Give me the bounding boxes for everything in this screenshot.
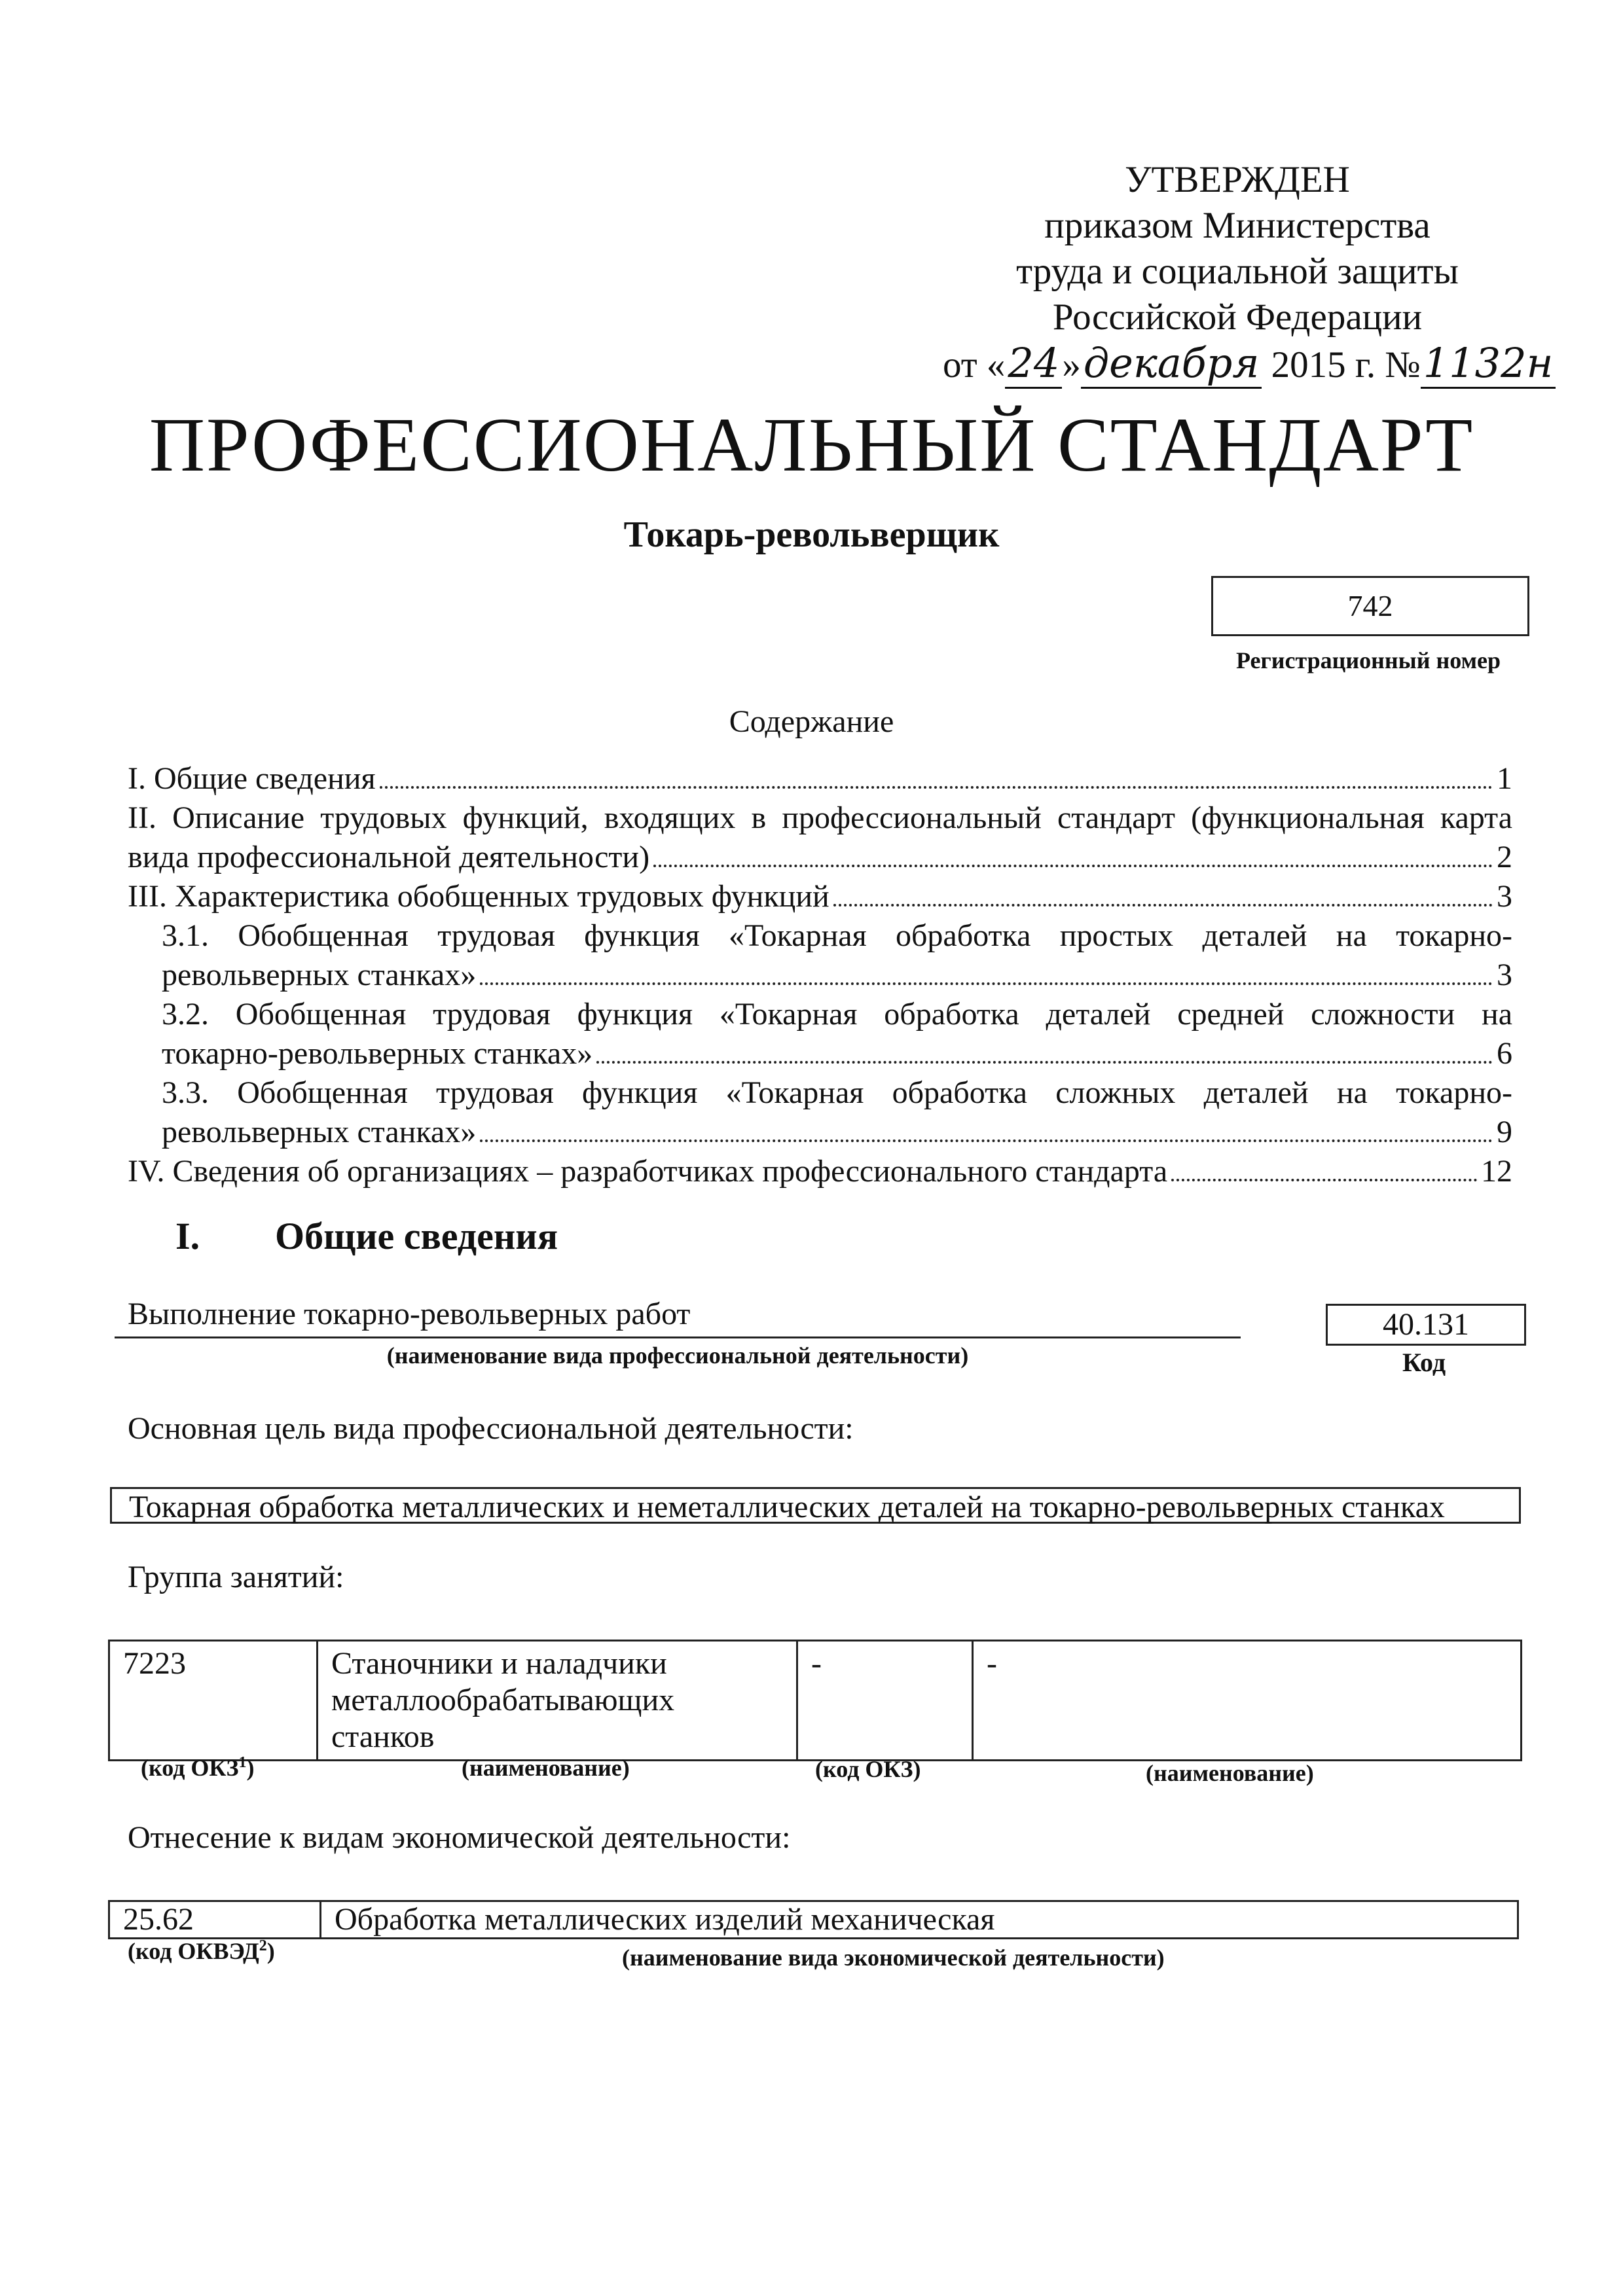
group-label: Группа занятий: [128, 1560, 344, 1594]
activity-code-label: Код [1402, 1348, 1446, 1377]
section-number: I. [175, 1215, 200, 1257]
date-year: 2015 г. № [1271, 344, 1421, 386]
toc-leader [653, 865, 1493, 867]
caption-okved-code: (код ОКВЭД$^2$) [128, 1937, 275, 1964]
toc-entry-title: I. Общие сведения [128, 761, 376, 796]
approval-line-1: приказом Министерства [1044, 205, 1431, 246]
toc-entry-title: IV. Сведения об организациях – разработчиках профессионального стандарта [128, 1154, 1168, 1189]
toc-leader [380, 786, 1493, 789]
econ-label: Отнесение к видам экономической деятельности: [128, 1820, 791, 1855]
toc-entry-page: 6 [1497, 1036, 1512, 1071]
toc-entry[interactable] [128, 995, 1512, 1073]
approval-line-2: труда и социальной защиты [1016, 251, 1459, 292]
handwritten-month: декабря [1081, 339, 1262, 389]
table-row [109, 1641, 1522, 1761]
okved-name-cell: Обработка металлических изделий механическая [321, 1901, 1518, 1939]
toc-entry-page: 1 [1497, 761, 1512, 796]
okved-code-cell: 25.62 [109, 1901, 321, 1939]
toc-entry-title-first: II. Описание трудовых функций, входящих в профессиональный стандарт (функциональная карта [128, 800, 1512, 835]
contents-heading: Содержание [729, 704, 894, 739]
toc-entry-title: III. Характеристика обобщенных трудовых функций [128, 879, 830, 914]
toc-entry[interactable] [128, 1152, 1512, 1191]
toc-leader [1171, 1179, 1477, 1181]
document-title: ПРОФЕССИОНАЛЬНЫЙ СТАНДАРТ [149, 402, 1474, 488]
toc-leader [480, 982, 1493, 985]
okz-code-cell-2: - [797, 1641, 973, 1761]
toc-entry[interactable] [128, 798, 1512, 877]
caption-okz-name: (наименование) [462, 1755, 630, 1781]
toc-entry[interactable] [128, 1073, 1512, 1152]
toc-entry[interactable] [128, 916, 1512, 995]
goal-box: Токарная обработка металлических и неметаллических деталей на токарно-револьверных станках [110, 1487, 1521, 1524]
toc-entry-page: 9 [1497, 1115, 1512, 1149]
toc-leader [480, 1139, 1493, 1142]
toc-entry[interactable] [128, 877, 1512, 916]
section-title: Общие сведения [275, 1215, 558, 1257]
toc-entry-title-first: 3.1. Обобщенная трудовая функция «Токарная обработка простых деталей на токарно- [162, 918, 1512, 953]
toc-entry-page: 3 [1497, 879, 1512, 914]
occupation-group-table [108, 1640, 1522, 1761]
goal-label: Основная цель вида профессиональной деятельности: [128, 1411, 854, 1446]
caption-okz-code-2: (код ОКЗ) [815, 1756, 921, 1782]
activity-caption: (наименование вида профессиональной деятельности) [386, 1342, 969, 1369]
caption-okz-code: (код ОКЗ$^1$) [141, 1754, 255, 1781]
toc-entry-title-first: 3.3. Обобщенная трудовая функция «Токарная обработка сложных деталей на токарно- [162, 1075, 1512, 1110]
handwritten-day: 24 [1005, 339, 1062, 389]
approval-status: УТВЕРЖДЕН [1125, 159, 1350, 200]
toc-leader [833, 904, 1493, 906]
toc-entry-title-last: револьверных станках» [162, 958, 477, 992]
table-of-contents [128, 759, 1512, 1191]
activity-underline [115, 1336, 1241, 1338]
registration-number-box: 742 [1211, 576, 1529, 636]
activity-name: Выполнение токарно-револьверных работ [128, 1297, 691, 1331]
okz-name-cell-2: - [973, 1641, 1522, 1761]
toc-entry-title-last: вида профессиональной деятельности) [128, 840, 650, 874]
approval-line-3: Российской Федерации [1052, 296, 1423, 338]
toc-entry[interactable] [128, 759, 1512, 798]
toc-entry-title-first: 3.2. Обобщенная трудовая функция «Токарная обработка деталей средней сложности на [162, 997, 1512, 1031]
approval-date [943, 339, 1554, 388]
toc-leader [596, 1061, 1493, 1064]
toc-entry-title-last: револьверных станках» [162, 1115, 477, 1149]
table-row [109, 1901, 1518, 1939]
economic-activity-table [108, 1900, 1519, 1939]
date-prefix: от « [943, 344, 1006, 386]
profession-title: Токарь-револьверщик [623, 514, 1000, 555]
caption-okved-name: (наименование вида экономической деятельности) [622, 1945, 1165, 1971]
registration-number-label: Регистрационный номер [1235, 647, 1501, 673]
handwritten-order-number: 1132н [1421, 339, 1556, 389]
okz-code-cell: 7223 [109, 1641, 318, 1761]
toc-entry-title-last: токарно-револьверных станках» [162, 1036, 593, 1071]
toc-entry-page: 12 [1481, 1154, 1512, 1189]
caption-okz-name-2: (наименование) [1146, 1760, 1314, 1786]
toc-entry-page: 2 [1497, 840, 1512, 874]
date-day-suffix: » [1062, 344, 1081, 386]
activity-code-box: 40.131 [1326, 1304, 1526, 1346]
okz-name-cell: Станочники и наладчики металлообрабатывающих станков [318, 1641, 797, 1761]
approval-block [943, 157, 1554, 388]
toc-entry-page: 3 [1497, 958, 1512, 992]
